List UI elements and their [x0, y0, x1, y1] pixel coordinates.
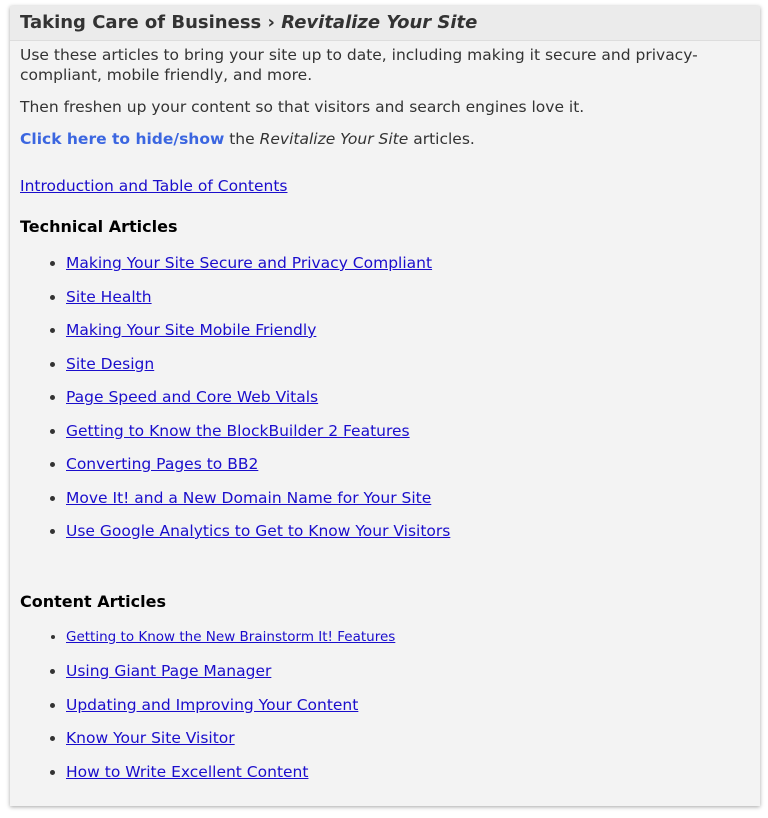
article-link[interactable]: Getting to Know the BlockBuilder 2 Features	[66, 421, 410, 440]
article-link[interactable]: Page Speed and Core Web Vitals	[66, 388, 319, 406]
article-link[interactable]: Site Design	[66, 354, 155, 373]
list-item	[66, 321, 750, 355]
toggle-line	[20, 129, 750, 149]
list-item	[66, 388, 750, 422]
page-title: Revitalize Your Site	[281, 12, 478, 33]
list-item	[66, 662, 750, 696]
article-link[interactable]: How to Write Excellent Content	[66, 762, 309, 781]
toggle-text: the	[224, 130, 260, 148]
article-link[interactable]: Making Your Site Mobile Friendly	[66, 321, 317, 339]
list-item	[66, 629, 750, 663]
list-item	[66, 355, 750, 389]
list-item	[66, 422, 750, 456]
article-link[interactable]: Using Giant Page Manager	[66, 662, 272, 680]
list-item	[66, 254, 750, 288]
article-link[interactable]: Getting to Know the New Brainstorm It! Features	[66, 628, 396, 645]
article-link[interactable]: Know Your Site Visitor	[66, 729, 235, 747]
toggle-text-em: Revitalize Your Site	[259, 130, 409, 148]
panel-header	[10, 6, 760, 41]
content-list	[20, 629, 750, 797]
content-heading: Content Articles	[20, 591, 166, 611]
list-item	[66, 729, 750, 763]
list-item	[66, 288, 750, 322]
breadcrumb-separator: ›	[267, 12, 275, 33]
list-item	[66, 489, 750, 523]
article-link[interactable]: Updating and Improving Your Content	[66, 695, 359, 714]
list-item	[66, 763, 750, 797]
article-link[interactable]: Site Health	[66, 287, 152, 306]
technical-heading: Technical Articles	[20, 217, 178, 236]
toggle-text-end: articles.	[408, 130, 475, 148]
hide-show-toggle-link[interactable]: Click here to hide/show	[20, 130, 225, 148]
article-link[interactable]: Move It! and a New Domain Name for Your Site	[66, 488, 432, 507]
list-item	[66, 696, 750, 730]
content-paragraph: Then freshen up your content so that visitors and search engines love it.	[20, 98, 585, 116]
toc-link[interactable]: Introduction and Table of Contents	[20, 177, 288, 195]
breadcrumb-section: Taking Care of Business	[20, 12, 262, 33]
list-item	[66, 522, 750, 556]
intro-paragraph: Use these articles to bring your site up to date, including making it secure and privacy-compliant, mobile friendly, and more.	[20, 46, 698, 84]
article-link[interactable]: Use Google Analytics to Get to Know Your Visitors	[66, 522, 451, 540]
revitalize-panel	[10, 6, 760, 806]
article-link[interactable]: Converting Pages to BB2	[66, 455, 259, 473]
technical-list	[20, 254, 750, 556]
list-item	[66, 455, 750, 489]
article-link[interactable]: Making Your Site Secure and Privacy Compliant	[66, 254, 433, 272]
